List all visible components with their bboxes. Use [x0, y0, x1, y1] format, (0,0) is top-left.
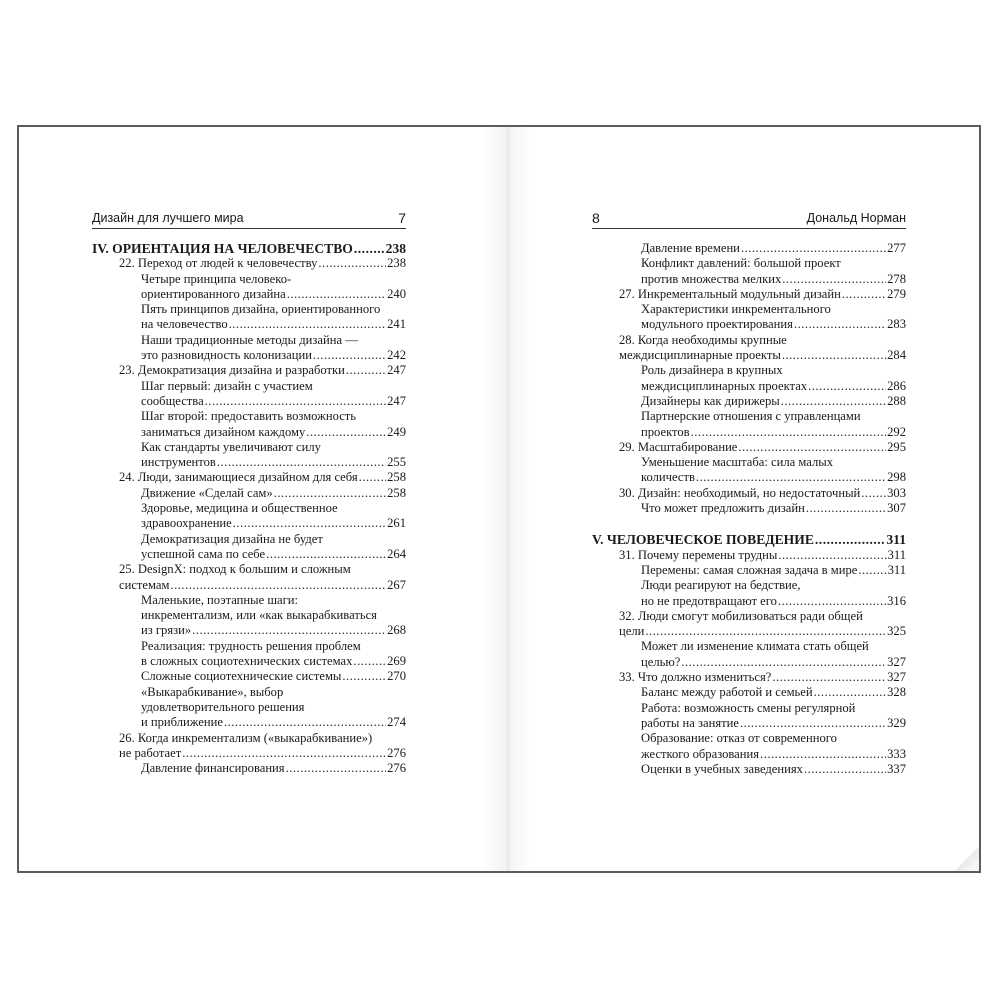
toc-line-text: из грязи»: [141, 623, 192, 638]
toc-page-number: 327: [887, 654, 906, 669]
toc-dot-leader: [741, 241, 886, 256]
right-page-number: 8: [592, 210, 600, 226]
toc-section-entry: [592, 256, 906, 287]
toc-line-text: 31. Почему перемены трудны: [619, 547, 778, 562]
toc-dot-leader: [778, 594, 886, 609]
toc-line-text: Роль дизайнера в крупных: [641, 363, 783, 378]
toc-line-text: Демократизация дизайна не будет: [141, 531, 323, 546]
toc-line: [141, 639, 406, 654]
toc-line: [141, 654, 406, 669]
toc-dot-leader: [782, 272, 886, 287]
toc-section-entry: [92, 333, 406, 364]
toc-dot-leader: [229, 317, 386, 332]
toc-dot-leader: [170, 578, 386, 593]
toc-chapter-entry: [592, 609, 906, 640]
toc-section-entry: [92, 639, 406, 670]
toc-line-text: удовлетворительного решения: [141, 699, 305, 714]
toc-section-entry: [592, 363, 906, 394]
toc-line-text: успешной сама по себе: [141, 546, 266, 561]
toc-section-entry: [592, 455, 906, 486]
toc-page-number: 311: [887, 547, 906, 562]
toc-page-number: 238: [387, 256, 406, 271]
toc-line: [92, 241, 406, 256]
toc-dot-leader: [313, 348, 386, 363]
toc-dot-leader: [772, 670, 886, 685]
toc-page-number: 288: [887, 393, 906, 408]
toc-line-text: 26. Когда инкрементализм («выкарабкивание»): [119, 730, 373, 745]
toc-line-text: Перемены: самая сложная задача в мире: [641, 562, 858, 577]
toc-line-text: Давление времени: [641, 241, 740, 255]
toc-line: [641, 563, 906, 578]
toc-section-entry: [592, 685, 906, 700]
toc-dot-leader: [738, 440, 886, 455]
toc-line-text: инструментов: [141, 455, 216, 470]
toc-line: [141, 379, 406, 394]
toc-chapter-entry: [592, 287, 906, 302]
toc-section-entry: [592, 241, 906, 256]
toc-section-entry: [592, 731, 906, 762]
toc-line-text: 25. DesignX: подход к большим и сложным: [119, 562, 351, 577]
toc-dot-leader: [233, 516, 386, 531]
toc-line: [641, 716, 906, 731]
toc-line-text: Сложные социотехнические системы: [141, 669, 342, 684]
toc-line: [141, 669, 406, 684]
toc-line: [141, 501, 406, 516]
toc-line: [619, 333, 906, 348]
toc-line-text: 23. Демократизация дизайна и разработки: [119, 363, 345, 378]
toc-line-text: заниматься дизайном каждому: [141, 424, 306, 439]
toc-section-entry: [92, 379, 406, 410]
toc-dot-leader: [192, 623, 386, 638]
toc-line-text: но не предотвращают его: [641, 593, 777, 608]
toc-dot-leader: [266, 547, 386, 562]
toc-line: [641, 501, 906, 516]
toc-dot-leader: [696, 470, 886, 485]
toc-dot-leader: [306, 425, 386, 440]
toc-dot-leader: [804, 762, 886, 777]
toc-page-number: 276: [387, 745, 406, 760]
toc-line: [641, 317, 906, 332]
toc-line-text: Дизайнеры как дирижеры: [641, 393, 780, 408]
toc-line: [141, 761, 406, 776]
toc-page-number: 274: [387, 715, 406, 730]
toc-dot-leader: [182, 746, 386, 761]
toc-line-text: целью?: [641, 654, 681, 669]
left-page: [19, 127, 499, 871]
toc-dot-leader: [286, 761, 387, 776]
toc-line-text: 30. Дизайн: необходимый, но недостаточный: [619, 485, 861, 500]
toc-part-heading: [592, 532, 906, 547]
toc-page-number: 255: [387, 455, 406, 470]
toc-line: [641, 394, 906, 409]
toc-line: [141, 547, 406, 562]
toc-line-text: это разновидность колонизации: [141, 348, 312, 363]
toc-page-number: 311: [886, 532, 906, 548]
toc-line: [141, 593, 406, 608]
toc-line: [641, 578, 906, 593]
toc-section-entry: [92, 302, 406, 333]
toc-line: [641, 685, 906, 700]
toc-line-text: Уменьшение масштаба: сила малых: [641, 455, 833, 470]
toc-line: [141, 623, 406, 638]
toc-page-number: 286: [887, 378, 906, 393]
toc-dot-leader: [814, 685, 887, 700]
toc-line: [641, 747, 906, 762]
toc-line-text: работы на занятие: [641, 715, 739, 730]
toc-line: [141, 516, 406, 531]
right-header-title: Дональд Норман: [806, 211, 906, 225]
toc-dot-leader: [354, 241, 385, 256]
toc-chapter-entry: [92, 562, 406, 593]
toc-line: [641, 409, 906, 424]
toc-line-text: количеств: [641, 470, 695, 485]
toc-line-text: против множества мелких: [641, 271, 782, 286]
toc-line: [641, 455, 906, 470]
toc-line-text: Шаг второй: предоставить возможность: [141, 409, 357, 424]
toc-dot-leader: [858, 563, 886, 578]
left-header-title: Дизайн для лучшего мира: [92, 211, 244, 225]
toc-gap: [592, 516, 906, 532]
toc-page-number: 264: [387, 546, 406, 561]
toc-line: [592, 532, 906, 547]
toc-page-number: 284: [887, 348, 906, 363]
toc-section-entry: [592, 701, 906, 732]
toc-section-entry: [92, 486, 406, 501]
toc-dot-leader: [778, 548, 886, 563]
toc-section-entry: [592, 302, 906, 333]
toc-line-text: 24. Люди, занимающиеся дизайном для себя: [119, 470, 358, 485]
toc-page-number: 316: [887, 593, 906, 608]
toc-line: [141, 486, 406, 501]
right-toc: [592, 241, 906, 777]
toc-line: [141, 409, 406, 424]
toc-line-text: 28. Когда необходимы крупные: [619, 332, 787, 347]
toc-line-text: Маленькие, поэтапные шаги:: [141, 592, 299, 607]
toc-line: [641, 470, 906, 485]
toc-line: [641, 655, 906, 670]
toc-line: [141, 608, 406, 623]
toc-line: [641, 701, 906, 716]
toc-dot-leader: [274, 486, 386, 501]
toc-page-number: 277: [887, 241, 906, 255]
toc-chapter-entry: [592, 548, 906, 563]
toc-line-text: 29. Масштабирование: [619, 439, 738, 454]
toc-dot-leader: [794, 317, 886, 332]
toc-line-text: Может ли изменение климата стать общей: [641, 639, 869, 654]
toc-chapter-entry: [592, 440, 906, 455]
toc-line-text: здравоохранение: [141, 516, 232, 531]
toc-page-number: 270: [387, 669, 406, 684]
toc-page-number: 278: [887, 271, 906, 286]
left-toc: [92, 241, 406, 776]
toc-line: [619, 486, 906, 501]
toc-dot-leader: [815, 532, 885, 547]
toc-line-text: Движение «Сделай сам»: [141, 485, 273, 500]
toc-line-text: Работа: возможность смены регулярной: [641, 700, 856, 715]
toc-dot-leader: [842, 287, 886, 302]
toc-line: [141, 272, 406, 287]
toc-line-text: и приближение: [141, 715, 223, 730]
toc-line: [119, 731, 406, 746]
toc-line: [141, 455, 406, 470]
toc-line: [119, 470, 406, 485]
toc-page-number: 298: [887, 470, 906, 485]
book-spread: [17, 125, 981, 873]
toc-line-text: 27. Инкрементальный модульный дизайн: [619, 286, 841, 301]
toc-dot-leader: [760, 747, 886, 762]
toc-line: [141, 532, 406, 547]
toc-page-number: 327: [887, 670, 906, 685]
toc-line-text: «Выкарабкивание», выбор: [141, 684, 284, 699]
toc-line: [141, 685, 406, 700]
toc-page-number: 311: [887, 562, 906, 577]
toc-dot-leader: [287, 287, 386, 302]
toc-page-number: 307: [887, 501, 906, 516]
toc-line: [641, 363, 906, 378]
toc-line: [119, 363, 406, 378]
toc-dot-leader: [681, 655, 886, 670]
toc-page-number: 276: [387, 761, 406, 776]
toc-chapter-entry: [92, 470, 406, 485]
toc-page-number: 249: [387, 424, 406, 439]
toc-section-entry: [592, 501, 906, 516]
toc-line-text: ориентированного дизайна: [141, 286, 286, 301]
toc-line-text: Шаг первый: дизайн с участием: [141, 378, 313, 393]
toc-page-number: 268: [387, 623, 406, 638]
toc-line: [141, 715, 406, 730]
toc-page-number: 258: [387, 470, 406, 485]
toc-line: [641, 241, 906, 256]
toc-line-text: системам: [119, 577, 170, 592]
toc-page-number: 333: [887, 746, 906, 761]
toc-line-text: на человечество: [141, 317, 228, 332]
toc-dot-leader: [861, 486, 886, 501]
toc-page-number: 337: [887, 761, 906, 776]
toc-dot-leader: [342, 669, 386, 684]
toc-line: [141, 425, 406, 440]
toc-page-number: 329: [887, 715, 906, 730]
toc-line-text: Наши традиционные методы дизайна —: [141, 332, 358, 347]
toc-chapter-entry: [592, 670, 906, 685]
toc-line: [119, 562, 406, 577]
toc-page-number: 328: [887, 685, 906, 700]
toc-page-number: 283: [887, 317, 906, 332]
toc-chapter-entry: [592, 333, 906, 364]
toc-line: [641, 272, 906, 287]
toc-chapter-entry: [592, 486, 906, 501]
toc-page-number: 303: [887, 485, 906, 500]
toc-chapter-entry: [92, 363, 406, 378]
toc-line: [641, 731, 906, 746]
toc-line: [141, 287, 406, 302]
toc-line-text: Реализация: трудность решения проблем: [141, 638, 361, 653]
toc-line-text: 32. Люди смогут мобилизоваться ради общей: [619, 608, 863, 623]
toc-dot-leader: [359, 470, 386, 485]
toc-line: [141, 348, 406, 363]
toc-page-number: 258: [387, 485, 406, 500]
toc-line-text: IV. ОРИЕНТАЦИЯ НА ЧЕЛОВЕЧЕСТВО: [92, 241, 353, 256]
toc-page-number: 261: [387, 516, 406, 531]
toc-dot-leader: [808, 379, 886, 394]
toc-section-entry: [92, 685, 406, 731]
toc-page-number: 292: [887, 424, 906, 439]
toc-line-text: в сложных социотехнических системах: [141, 654, 353, 669]
toc-line: [619, 670, 906, 685]
toc-line-text: Баланс между работой и семьей: [641, 685, 813, 700]
toc-line-text: 22. Переход от людей к человечеству: [119, 256, 318, 271]
toc-section-entry: [592, 394, 906, 409]
toc-dot-leader: [691, 425, 886, 440]
toc-section-entry: [92, 440, 406, 471]
toc-line-text: Люди реагируют на бедствие,: [641, 578, 801, 593]
toc-line-text: 33. Что должно измениться?: [619, 670, 772, 685]
toc-page-number: 267: [387, 577, 406, 592]
left-page-number: 7: [398, 210, 406, 226]
toc-line-text: Оценки в учебных заведениях: [641, 761, 803, 776]
toc-section-entry: [92, 532, 406, 563]
toc-section-entry: [592, 563, 906, 578]
toc-dot-leader: [782, 348, 886, 363]
toc-line-text: Партнерские отношения с управленцами: [641, 409, 861, 424]
toc-line: [619, 440, 906, 455]
toc-line-text: цели: [619, 624, 645, 639]
toc-dot-leader: [740, 716, 886, 731]
toc-line: [619, 348, 906, 363]
toc-section-entry: [92, 272, 406, 303]
toc-line: [619, 624, 906, 639]
toc-part-heading: [92, 241, 406, 256]
toc-section-entry: [592, 762, 906, 777]
toc-line-text: Характеристики инкрементального: [641, 302, 831, 317]
toc-line-text: V. ЧЕЛОВЕЧЕСКОЕ ПОВЕДЕНИЕ: [592, 532, 814, 548]
toc-line: [619, 548, 906, 563]
toc-page-number: 242: [387, 348, 406, 363]
toc-section-entry: [92, 761, 406, 776]
toc-chapter-entry: [92, 731, 406, 762]
toc-line-text: проектов: [641, 424, 690, 439]
toc-page-number: 241: [387, 317, 406, 332]
toc-line: [619, 609, 906, 624]
toc-dot-leader: [217, 455, 386, 470]
toc-dot-leader: [205, 394, 386, 409]
right-page: [499, 127, 979, 871]
toc-line-text: Давление финансирования: [141, 761, 285, 776]
toc-section-entry: [92, 593, 406, 639]
toc-line: [141, 394, 406, 409]
toc-line-text: междисциплинарных проектах: [641, 378, 808, 393]
toc-line: [119, 746, 406, 761]
toc-line-text: Четыре принципа человеко-: [141, 271, 292, 286]
toc-line-text: междисциплинарные проекты: [619, 348, 781, 363]
toc-dot-leader: [346, 363, 386, 378]
toc-line-text: Что может предложить дизайн: [641, 501, 805, 516]
toc-line: [641, 594, 906, 609]
toc-page-number: 325: [887, 624, 906, 639]
toc-section-entry: [592, 578, 906, 609]
toc-dot-leader: [224, 715, 386, 730]
toc-dot-leader: [353, 654, 386, 669]
toc-dot-leader: [781, 394, 886, 409]
right-running-head: [592, 208, 906, 229]
toc-dot-leader: [318, 256, 386, 271]
toc-line-text: Пять принципов дизайна, ориентированного: [141, 302, 381, 317]
toc-line: [641, 302, 906, 317]
toc-line: [141, 700, 406, 715]
toc-page-number: 247: [387, 393, 406, 408]
toc-line: [619, 287, 906, 302]
toc-line: [641, 379, 906, 394]
toc-line-text: Как стандарты увеличивают силу: [141, 439, 321, 454]
toc-section-entry: [92, 409, 406, 440]
toc-page-number: 247: [387, 363, 406, 378]
toc-page-number: 295: [887, 439, 906, 454]
toc-section-entry: [92, 501, 406, 532]
toc-section-entry: [592, 639, 906, 670]
toc-page-number: 279: [887, 286, 906, 301]
toc-line: [119, 578, 406, 593]
toc-line: [141, 333, 406, 348]
toc-page-number: 269: [387, 654, 406, 669]
toc-line-text: инкрементализм, или «как выкарабкиваться: [141, 608, 377, 623]
toc-line: [141, 302, 406, 317]
toc-line: [119, 256, 406, 271]
toc-dot-leader: [645, 624, 886, 639]
toc-line: [641, 762, 906, 777]
toc-page-number: 240: [387, 286, 406, 301]
toc-chapter-entry: [92, 256, 406, 271]
toc-line-text: Образование: отказ от современного: [641, 731, 837, 746]
toc-line-text: сообщества: [141, 393, 204, 408]
toc-dot-leader: [806, 501, 886, 516]
toc-line-text: Конфликт давлений: большой проект: [641, 256, 841, 271]
toc-section-entry: [92, 669, 406, 684]
toc-line-text: жесткого образования: [641, 746, 760, 761]
toc-line-text: не работает: [119, 745, 182, 760]
toc-line: [141, 440, 406, 455]
toc-section-entry: [592, 409, 906, 440]
toc-line-text: Здоровье, медицина и общественное: [141, 501, 338, 516]
toc-page-number: 238: [385, 241, 406, 256]
toc-line: [641, 425, 906, 440]
left-running-head: [92, 208, 406, 229]
toc-line: [641, 256, 906, 271]
toc-line: [141, 317, 406, 332]
toc-line-text: модульного проектирования: [641, 317, 793, 332]
toc-line: [641, 639, 906, 654]
